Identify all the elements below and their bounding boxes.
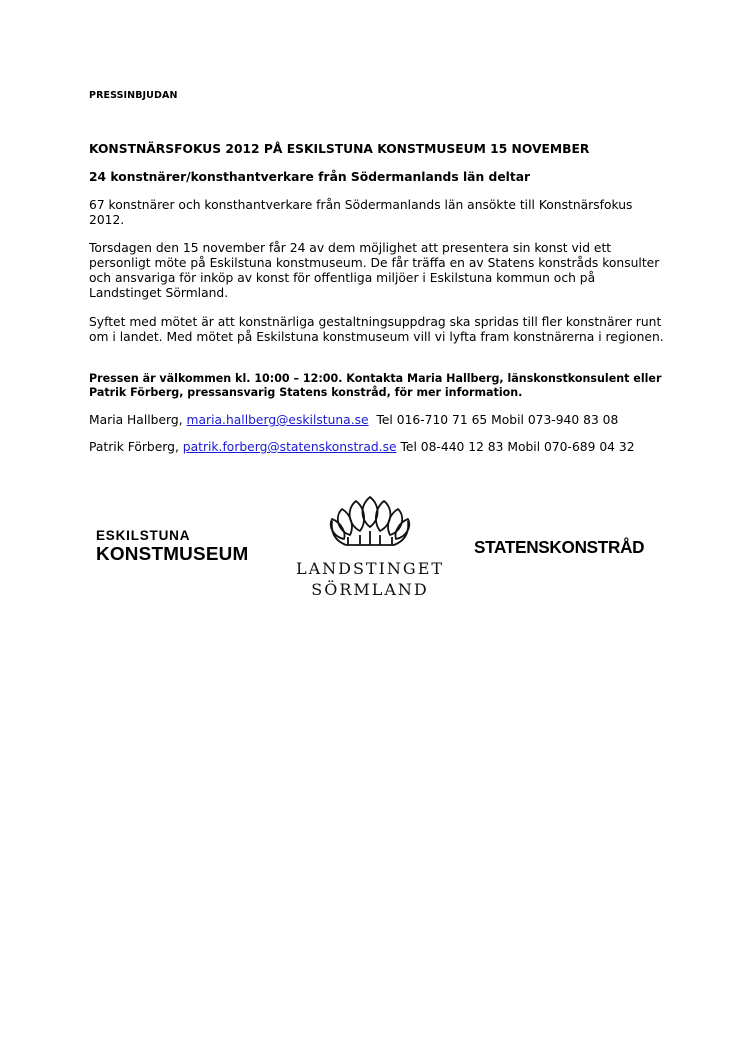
lotus-crown-icon <box>326 493 414 549</box>
logo-line-2: KONSTMUSEUM <box>96 543 249 564</box>
paragraph-press-welcome: Pressen är välkommen kl. 10:00 – 12:00. Kontakta Maria Hallberg, länskonstkonsulent eller Patrik Förberg, pressansvarig Statens konstråd, för mer information. <box>89 372 662 399</box>
contact-patrik-forberg <box>89 440 635 454</box>
statens-konstrad-logo: STATENSKONSTRÅD <box>474 537 645 557</box>
paragraph-purpose: Syftet med mötet är att konstnärliga gestaltningsuppdrag ska spridas till fler konstnärer runt om i landet. Med mötet på Eskilstuna konstmuseum vill vi lyfta fram konstnärerna i regionen. <box>89 315 664 344</box>
logo-line-1: ESKILSTUNA <box>96 528 191 543</box>
eskilstuna-konstmuseum-logo <box>96 528 249 564</box>
contact-name: Patrik Förberg, <box>89 440 179 454</box>
landstinget-sormland-logo <box>288 493 452 603</box>
paragraph-applications: 67 konstnärer och konsthantverkare från Södermanlands län ansökte till Konstnärsfokus 2012. <box>89 198 633 227</box>
document-type-label: PRESSINBJUDAN <box>89 90 178 101</box>
paragraph-meeting: Torsdagen den 15 november får 24 av dem möjlighet att presentera sin konst vid ett personligt möte på Eskilstuna konstmuseum. De får träffa en av Statens konstråds konsulter och ansvariga för inköp av konst för offentliga miljöer i Eskilstuna kommun och på Landstinget Sörmland. <box>89 241 660 300</box>
subheadline: 24 konstnärer/konsthantverkare från Södermanlands län deltar <box>89 170 531 184</box>
contact-maria-hallberg <box>89 413 618 427</box>
contact-email-link[interactable]: patrik.forberg@statenskonstrad.se <box>182 440 397 454</box>
contact-phones: Tel 016-710 71 65 Mobil 073-940 83 08 <box>376 413 619 427</box>
contact-phones: Tel 08-440 12 83 Mobil 070-689 04 32 <box>400 440 635 454</box>
logo-line-2: SÖRMLAND <box>311 580 429 599</box>
contact-email-link[interactable]: maria.hallberg@eskilstuna.se <box>186 413 369 427</box>
contact-name: Maria Hallberg, <box>89 413 183 427</box>
logo-line-1: LANDSTINGET <box>295 559 445 578</box>
headline: KONSTNÄRSFOKUS 2012 PÅ ESKILSTUNA KONSTMUSEUM 15 NOVEMBER <box>89 142 590 156</box>
